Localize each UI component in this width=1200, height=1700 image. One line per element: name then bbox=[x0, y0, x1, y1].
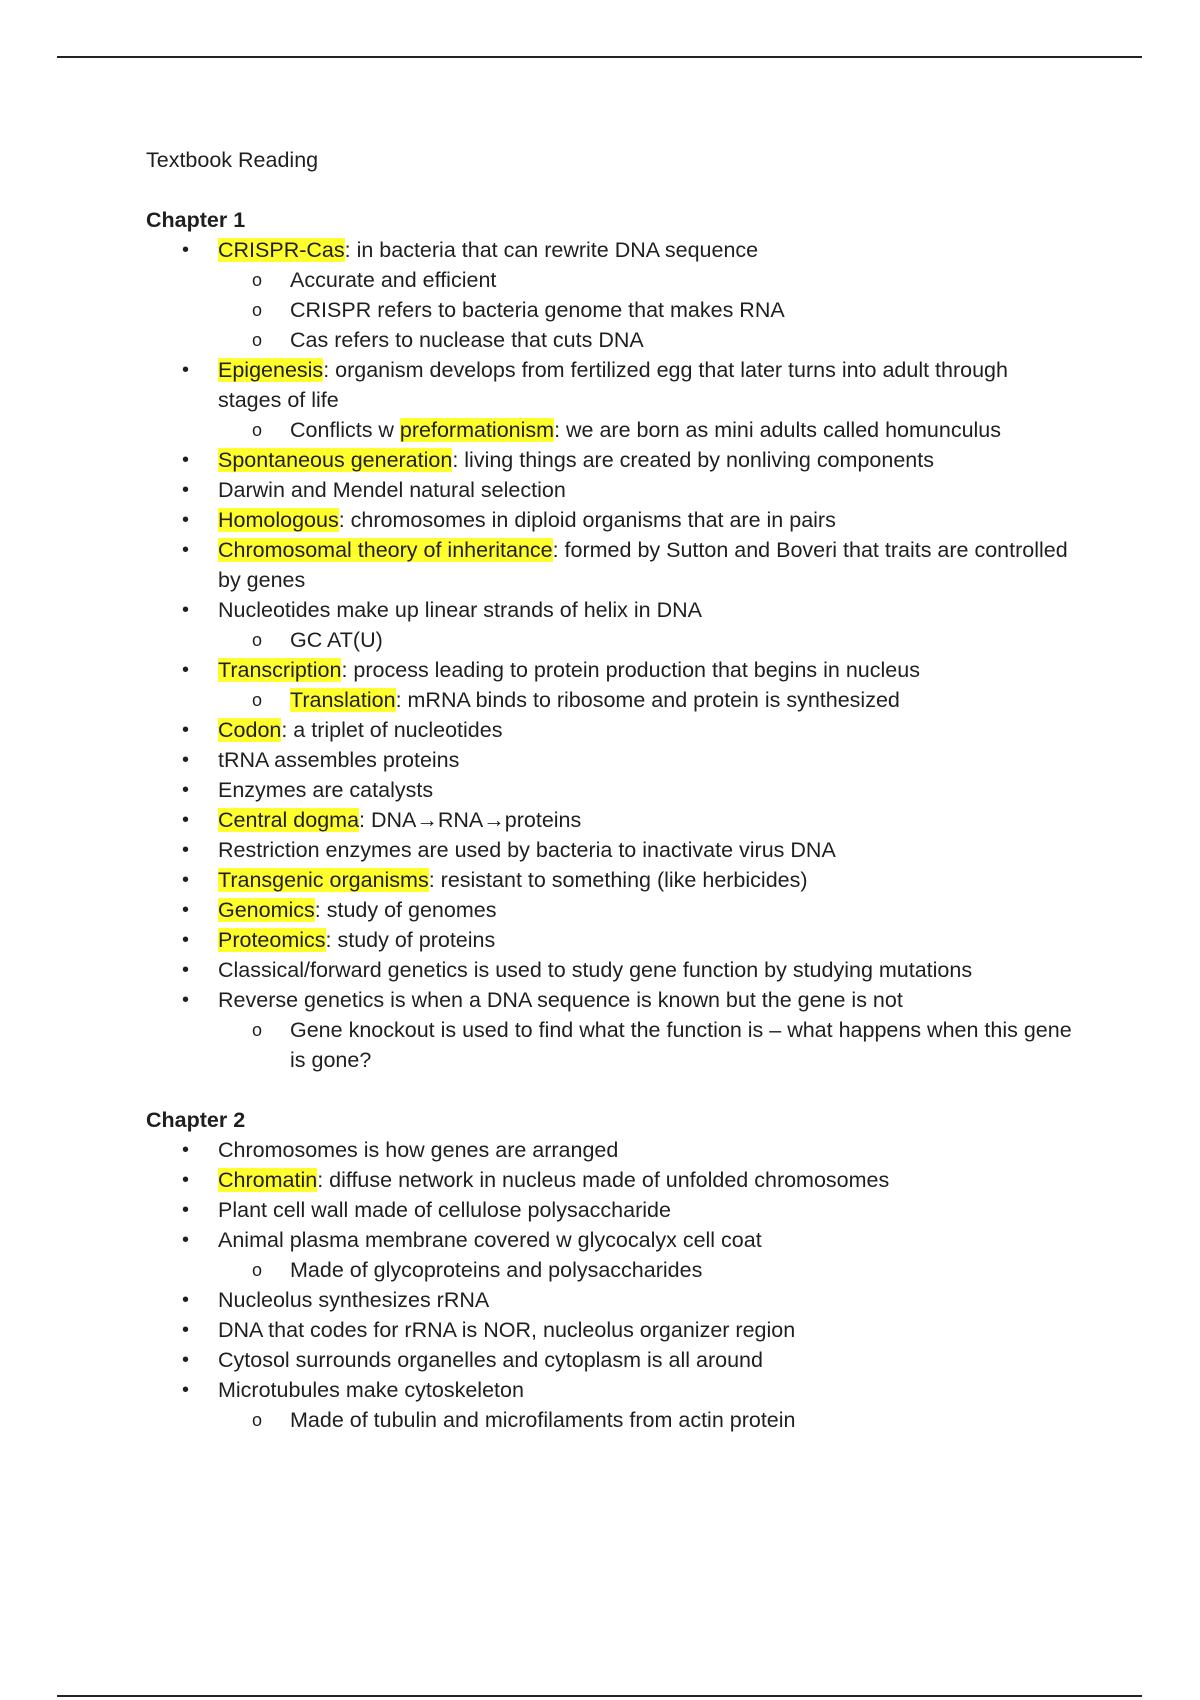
sub-list-item-content bbox=[290, 1408, 796, 1432]
list-item-content bbox=[218, 808, 581, 832]
sub-bullet-marker-icon: o bbox=[252, 420, 263, 440]
list-item bbox=[146, 505, 1076, 535]
bullet-marker-icon: • bbox=[182, 899, 190, 921]
chapter-heading: Chapter 1 bbox=[146, 208, 246, 232]
item-text: : in bacteria that can rewrite DNA sequence bbox=[344, 238, 759, 262]
list-item bbox=[146, 535, 1076, 595]
list-item bbox=[146, 445, 1076, 475]
bullet-marker-icon: • bbox=[182, 989, 190, 1011]
list-item-content bbox=[218, 838, 836, 862]
sub-list-item-content bbox=[290, 628, 383, 652]
bullet-marker-icon: • bbox=[182, 1349, 190, 1371]
list-item-content bbox=[218, 1288, 489, 1312]
bullet-marker-icon: • bbox=[182, 1229, 190, 1251]
bullet-marker-icon: • bbox=[182, 929, 190, 951]
item-text: Cas refers to nuclease that cuts DNA bbox=[290, 328, 644, 352]
list-item bbox=[146, 1165, 1076, 1195]
sub-list-item-content bbox=[290, 298, 785, 322]
item-text: Reverse genetics is when a DNA sequence is known but the gene is not bbox=[218, 988, 903, 1012]
list-item bbox=[146, 895, 1076, 925]
chapters-container bbox=[146, 205, 1076, 1435]
item-text: DNA that codes for rRNA is NOR, nucleolus organizer region bbox=[218, 1318, 796, 1342]
list-item-content bbox=[218, 478, 566, 502]
list-item-content bbox=[218, 958, 972, 982]
item-text: Cytosol surrounds organelles and cytoplasm is all around bbox=[218, 1348, 763, 1372]
item-text: Plant cell wall made of cellulose polysaccharide bbox=[218, 1198, 671, 1222]
list-item bbox=[146, 775, 1076, 805]
list-item bbox=[146, 1315, 1076, 1345]
bullet-marker-icon: • bbox=[182, 479, 190, 501]
item-text: : diffuse network in nucleus made of unfolded chromosomes bbox=[317, 1168, 890, 1192]
list-item bbox=[146, 955, 1076, 985]
highlighted-term: Genomics bbox=[218, 898, 315, 922]
list-item-content bbox=[218, 1198, 671, 1222]
sub-list-item bbox=[218, 415, 1076, 445]
bullet-marker-icon: • bbox=[182, 809, 190, 831]
sub-list-item bbox=[218, 625, 1076, 655]
sub-list-item-content bbox=[290, 328, 644, 352]
list-item-content bbox=[218, 508, 836, 532]
sub-list-item bbox=[218, 265, 1076, 295]
highlighted-term: Proteomics bbox=[218, 928, 326, 952]
item-text: Nucleotides make up linear strands of helix in DNA bbox=[218, 598, 702, 622]
sub-list-item bbox=[218, 325, 1076, 355]
bullet-marker-icon: • bbox=[182, 239, 190, 261]
sub-bullet-marker-icon: o bbox=[252, 1410, 263, 1430]
bullet-marker-icon: • bbox=[182, 839, 190, 861]
bullet-marker-icon: • bbox=[182, 1319, 190, 1341]
list-item-content bbox=[218, 358, 1008, 412]
list-item bbox=[146, 715, 1076, 745]
item-text: Chromosomes is how genes are arranged bbox=[218, 1138, 619, 1162]
item-text: : a triplet of nucleotides bbox=[281, 718, 503, 742]
sub-list-item-content bbox=[290, 418, 1001, 442]
list-item bbox=[146, 1135, 1076, 1165]
bullet-marker-icon: • bbox=[182, 1169, 190, 1191]
list-item-content bbox=[218, 988, 903, 1012]
list-item-content bbox=[218, 238, 758, 262]
sub-list-item bbox=[218, 295, 1076, 325]
chapter-section bbox=[146, 1105, 1076, 1435]
list-item bbox=[146, 655, 1076, 715]
list-item-content bbox=[218, 1318, 795, 1342]
item-text: : formed by Sutton and Boveri that traits are controlled by genes bbox=[218, 538, 1068, 592]
list-item-content bbox=[218, 658, 920, 682]
list-item-content bbox=[218, 538, 1068, 592]
bullet-list bbox=[146, 235, 1076, 1075]
highlighted-term: Transgenic organisms bbox=[218, 868, 429, 892]
list-item-content bbox=[218, 448, 934, 472]
document-title: Textbook Reading bbox=[146, 148, 319, 172]
sub-list-item bbox=[218, 1255, 1076, 1285]
list-item-content bbox=[218, 1138, 618, 1162]
highlighted-term: Homologous bbox=[218, 508, 339, 532]
item-text: tRNA assembles proteins bbox=[218, 748, 460, 772]
item-text: Enzymes are catalysts bbox=[218, 778, 434, 802]
list-item-content bbox=[218, 1228, 762, 1252]
sub-list-item-content bbox=[290, 1018, 1072, 1072]
list-item bbox=[146, 865, 1076, 895]
list-item-content bbox=[218, 1348, 763, 1372]
item-text: Darwin and Mendel natural selection bbox=[218, 478, 566, 502]
item-text: : mRNA binds to ribosome and protein is synthesized bbox=[395, 688, 900, 712]
bullet-marker-icon: • bbox=[182, 449, 190, 471]
sub-bullet-list bbox=[218, 1405, 1076, 1435]
item-text: : living things are created by nonliving components bbox=[452, 448, 934, 472]
highlighted-term: CRISPR-Cas bbox=[218, 238, 345, 262]
bullet-list bbox=[146, 1135, 1076, 1435]
item-text: Made of tubulin and microfilaments from actin protein bbox=[290, 1408, 796, 1432]
chapter-heading: Chapter 2 bbox=[146, 1108, 246, 1132]
bullet-marker-icon: • bbox=[182, 1139, 190, 1161]
list-item-content bbox=[218, 748, 459, 772]
sub-bullet-list bbox=[218, 1015, 1076, 1075]
sub-bullet-list bbox=[218, 1255, 1076, 1285]
list-item-content bbox=[218, 1168, 889, 1192]
sub-bullet-marker-icon: o bbox=[252, 270, 263, 290]
bullet-marker-icon: • bbox=[182, 1199, 190, 1221]
list-item-content bbox=[218, 718, 502, 742]
footer-rule bbox=[57, 1695, 1142, 1697]
sub-list-item bbox=[218, 1015, 1076, 1075]
list-item-content bbox=[218, 1378, 524, 1402]
highlighted-term: Epigenesis bbox=[218, 358, 324, 382]
item-text: Restriction enzymes are used by bacteria to inactivate virus DNA bbox=[218, 838, 836, 862]
bullet-marker-icon: • bbox=[182, 599, 190, 621]
bullet-marker-icon: • bbox=[182, 509, 190, 531]
sub-bullet-marker-icon: o bbox=[252, 330, 263, 350]
sub-bullet-list bbox=[218, 265, 1076, 355]
sub-list-item-content bbox=[290, 1258, 702, 1282]
highlighted-term: Translation bbox=[290, 688, 396, 712]
sub-bullet-marker-icon: o bbox=[252, 1260, 263, 1280]
list-item bbox=[146, 925, 1076, 955]
bullet-marker-icon: • bbox=[182, 659, 190, 681]
list-item-content bbox=[218, 898, 496, 922]
list-item bbox=[146, 355, 1076, 445]
item-text: : resistant to something (like herbicides) bbox=[428, 868, 808, 892]
list-item bbox=[146, 985, 1076, 1075]
list-item bbox=[146, 835, 1076, 865]
item-text: Nucleolus synthesizes rRNA bbox=[218, 1288, 490, 1312]
item-text: Classical/forward genetics is used to study gene function by studying mutations bbox=[218, 958, 973, 982]
list-item bbox=[146, 1195, 1076, 1225]
list-item-content bbox=[218, 928, 495, 952]
highlighted-term: Central dogma bbox=[218, 808, 360, 832]
list-item bbox=[146, 235, 1076, 355]
list-item-content bbox=[218, 598, 702, 622]
bullet-marker-icon: • bbox=[182, 1379, 190, 1401]
bullet-marker-icon: • bbox=[182, 719, 190, 741]
list-item bbox=[146, 1225, 1076, 1285]
list-item bbox=[146, 745, 1076, 775]
item-text: : process leading to protein production that begins in nucleus bbox=[341, 658, 920, 682]
sub-bullet-marker-icon: o bbox=[252, 300, 263, 320]
bullet-marker-icon: • bbox=[182, 779, 190, 801]
item-text: Gene knockout is used to find what the function is – what happens when this gene is gone? bbox=[290, 1018, 1072, 1072]
item-text: Microtubules make cytoskeleton bbox=[218, 1378, 524, 1402]
item-text: : we are born as mini adults called homunculus bbox=[554, 418, 1002, 442]
list-item-content bbox=[218, 868, 808, 892]
item-text: : organism develops from fertilized egg that later turns into adult through stages of life bbox=[218, 358, 1008, 412]
list-item bbox=[146, 805, 1076, 835]
bullet-marker-icon: • bbox=[182, 1289, 190, 1311]
item-text: Made of glycoproteins and polysaccharides bbox=[290, 1258, 703, 1282]
sub-bullet-list bbox=[218, 685, 1076, 715]
sub-bullet-marker-icon: o bbox=[252, 690, 263, 710]
bullet-marker-icon: • bbox=[182, 539, 190, 561]
item-text: : study of genomes bbox=[314, 898, 497, 922]
bullet-marker-icon: • bbox=[182, 869, 190, 891]
bullet-marker-icon: • bbox=[182, 749, 190, 771]
item-text: Accurate and efficient bbox=[290, 268, 497, 292]
bullet-marker-icon: • bbox=[182, 359, 190, 381]
list-item bbox=[146, 1345, 1076, 1375]
sub-bullet-marker-icon: o bbox=[252, 630, 263, 650]
list-item bbox=[146, 595, 1076, 655]
item-text: : study of proteins bbox=[325, 928, 496, 952]
item-text: CRISPR refers to bacteria genome that makes RNA bbox=[290, 298, 785, 322]
highlighted-term: Chromatin bbox=[218, 1168, 318, 1192]
sub-list-item bbox=[218, 685, 1076, 715]
item-text: : DNA→RNA→proteins bbox=[359, 808, 582, 832]
bullet-marker-icon: • bbox=[182, 959, 190, 981]
highlighted-term: preformationism bbox=[399, 418, 555, 442]
item-text: GC AT(U) bbox=[290, 628, 383, 652]
chapter-section bbox=[146, 205, 1076, 1075]
list-item bbox=[146, 1285, 1076, 1315]
highlighted-term: Spontaneous generation bbox=[218, 448, 453, 472]
list-item-content bbox=[218, 778, 433, 802]
sub-bullet-marker-icon: o bbox=[252, 1020, 263, 1040]
sub-list-item-content bbox=[290, 268, 496, 292]
highlighted-term: Codon bbox=[218, 718, 282, 742]
header-rule bbox=[57, 56, 1142, 58]
sub-bullet-list bbox=[218, 625, 1076, 655]
list-item bbox=[146, 475, 1076, 505]
sub-bullet-list bbox=[218, 415, 1076, 445]
sub-list-item-content bbox=[290, 688, 900, 712]
item-text: Animal plasma membrane covered w glycocalyx cell coat bbox=[218, 1228, 762, 1252]
item-text: : chromosomes in diploid organisms that are in pairs bbox=[338, 508, 836, 532]
highlighted-term: Chromosomal theory of inheritance bbox=[218, 538, 553, 562]
highlighted-term: Transcription bbox=[218, 658, 342, 682]
sub-list-item bbox=[218, 1405, 1076, 1435]
list-item bbox=[146, 1375, 1076, 1435]
document-body bbox=[146, 145, 1076, 1435]
item-prefix-text: Conflicts w bbox=[290, 418, 400, 442]
